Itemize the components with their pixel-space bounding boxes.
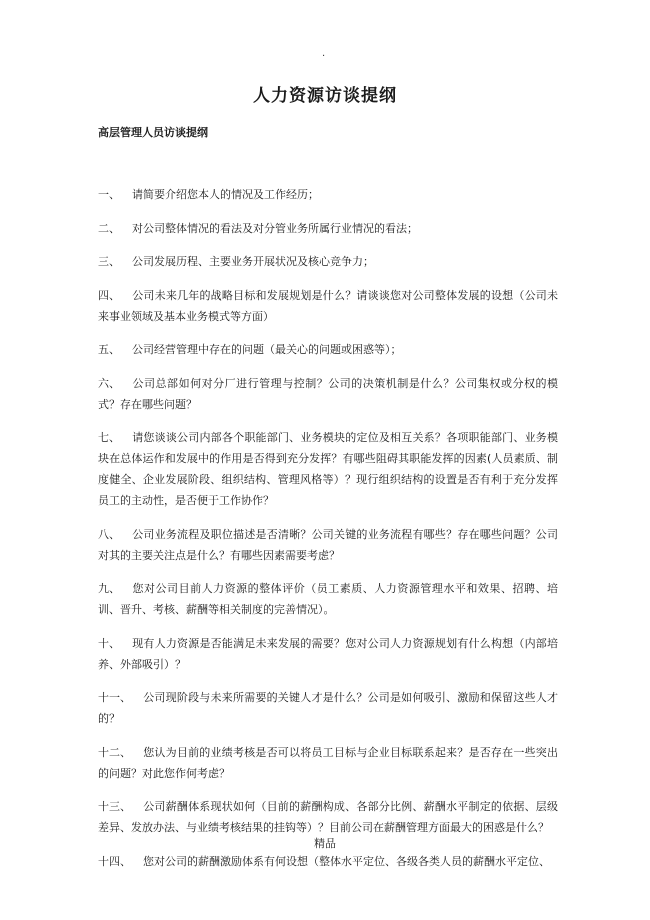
question-number: 十二、	[98, 745, 131, 759]
question-item	[98, 851, 558, 872]
question-text: 公司薪酬体系现状如何（目前的薪酬构成、各部分比例、薪酬水平制定的依据、层级差异、发放办法、与业绩考核结果的挂钩等）？目前公司在薪酬管理方面最大的困惑是什么？	[98, 800, 558, 834]
question-number: 十三、	[98, 800, 131, 813]
question-text: 您对公司目前人力资源的整体评价（员工素质、人力资源管理水平和效果、招聘、培训、晋升、考核、薪酬等相关制度的完善情况）。	[98, 582, 558, 616]
question-item	[98, 524, 558, 566]
question-item	[98, 251, 558, 272]
section-subtitle: 高层管理人员访谈提纲	[98, 126, 208, 139]
question-number: 四、	[98, 288, 120, 302]
question-item	[98, 742, 558, 784]
question-number: 八、	[98, 527, 120, 541]
question-number: 一、	[98, 188, 120, 201]
question-text: 公司未来几年的战略目标和发展规划是什么？请谈谈您对公司整体发展的设想（公司未来事业领域及基本业务模式等方面）	[98, 288, 558, 323]
question-text: 公司总部如何对分厂进行管理与控制？公司的决策机制是什么？公司集权或分权的模式？存在哪些问题？	[98, 376, 558, 411]
question-item	[98, 339, 558, 360]
question-item	[98, 285, 558, 327]
question-text: 请您谈谈公司内部各个职能部门、业务模块的定位及相互关系？各项职能部门、业务模块在总体运作和发展中的作用是否得到充分发挥？有哪些阻碍其职能发挥的因素(人员素质、制度健全、企业发展阶段、组织结构、管理风格等）？现行组织结构的设置是否有利于充分发挥员工的主动性，是否便于工作协作？	[98, 431, 558, 507]
question-item	[98, 796, 558, 838]
question-item	[98, 373, 558, 415]
question-item	[98, 218, 558, 239]
question-item	[98, 578, 558, 620]
question-text: 公司发展历程、主要业务开展状况及核心竞争力；	[132, 255, 374, 268]
question-text: 您对公司的薪酬激励体系有何设想（整体水平定位、各级各类人员的薪酬水平定位、	[143, 854, 550, 868]
question-text: 现有人力资源是否能满足未来发展的需要？您对公司人力资源规划有什么构想（内部培养、外部吸引）？	[98, 636, 558, 671]
question-text: 对公司整体情况的看法及对分管业务所属行业情况的看法；	[132, 221, 418, 235]
question-text: 您认为目前的业绩考核是否可以将员工目标与企业目标联系起来？是否存在一些突出的问题？对此您作何考虑？	[98, 745, 558, 780]
question-text: 公司现阶段与未来所需要的关键人才是什么？公司是如何吸引、激励和保留这些人才的？	[98, 691, 558, 725]
question-number: 十、	[98, 636, 120, 650]
question-text: 公司业务流程及职位描述是否清晰？公司关键的业务流程有哪些？存在哪些问题？公司对其的主要关注点是什么？有哪些因素需要考虑？	[98, 527, 558, 562]
question-item	[98, 184, 558, 205]
question-item	[98, 427, 558, 511]
question-number: 七、	[98, 431, 120, 444]
question-number: 二、	[98, 221, 120, 235]
question-number: 五、	[98, 343, 120, 356]
page-footer: 精品	[314, 837, 336, 850]
question-number: 十一、	[98, 691, 131, 704]
question-text: 公司经营管理中存在的问题（最关心的问题或困惑等）；	[132, 343, 402, 356]
header-mark: .	[322, 48, 326, 59]
page-title: 人力资源访谈提纲	[253, 86, 397, 106]
question-number: 九、	[98, 582, 120, 595]
question-text: 请简要介绍您本人的情况及工作经历；	[132, 188, 319, 201]
question-number: 三、	[98, 255, 120, 268]
question-item	[98, 687, 558, 729]
question-item	[98, 633, 558, 675]
question-number: 六、	[98, 376, 120, 390]
question-number: 十四、	[98, 854, 131, 868]
question-list	[98, 184, 558, 884]
